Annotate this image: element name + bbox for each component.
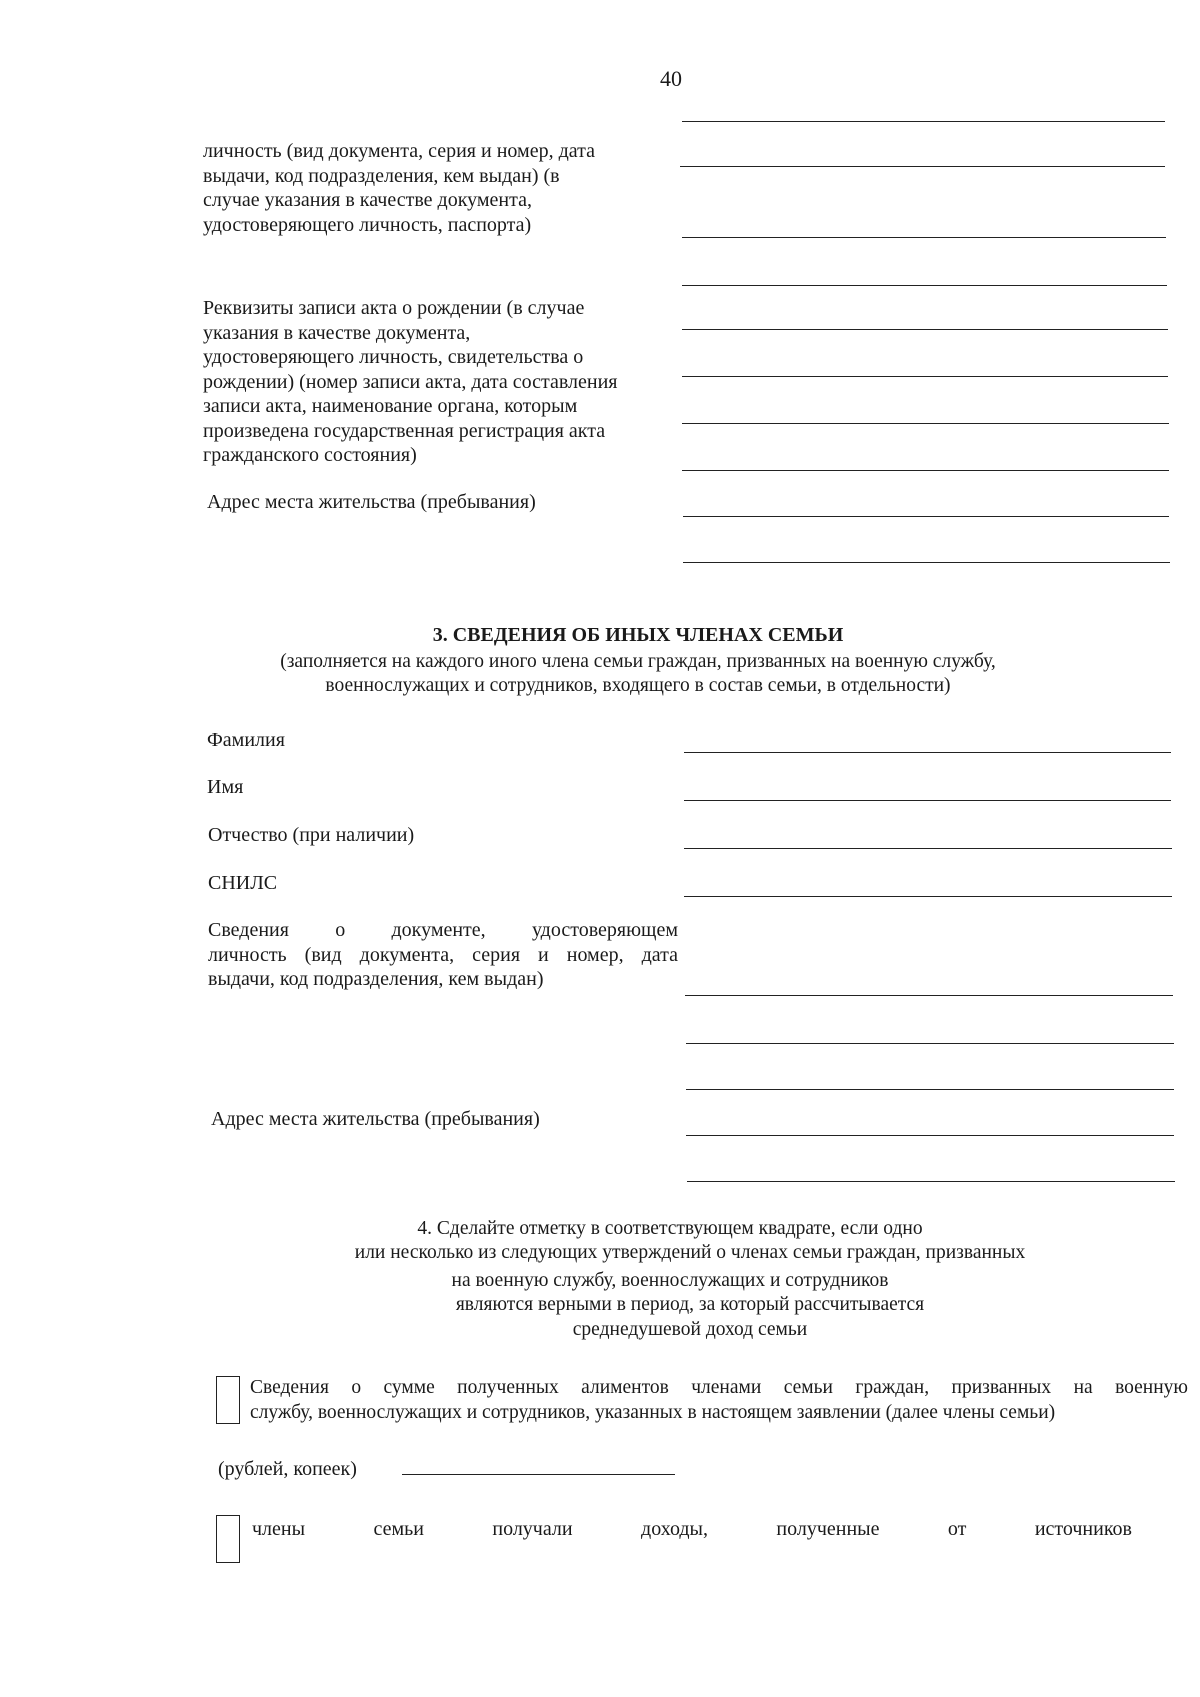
section-4-line: на военную службу, военнослужащих и сотрудников xyxy=(451,1270,889,1291)
alimony-checkbox[interactable] xyxy=(216,1376,240,1424)
label-line: личность (вид документа, серия и номер, дата xyxy=(203,140,595,162)
section-3-title: 3. СВЕДЕНИЯ ОБ ИНЫХ ЧЛЕНАХ СЕМЬИ xyxy=(432,624,844,646)
word: документе, xyxy=(391,919,486,941)
patronymic-label: Отчество (при наличии) xyxy=(208,824,415,846)
label-line: указания в качестве документа, xyxy=(203,321,471,344)
fill-line[interactable] xyxy=(687,1181,1175,1182)
page-number: 40 xyxy=(660,66,682,91)
word: семьи xyxy=(373,1518,424,1540)
label-line: записи акта, наименование органа, которым xyxy=(203,395,578,417)
section-4-line: являются верными в период, за который рассчитывается xyxy=(455,1294,925,1315)
label-line xyxy=(208,918,678,943)
word: члены xyxy=(252,1518,306,1540)
name-field[interactable] xyxy=(684,800,1171,801)
section-4-line: среднедушевой доход семьи xyxy=(572,1319,808,1340)
subtitle-line: военнослужащих и сотрудников, входящего в состав семьи, в отдельности) xyxy=(325,675,951,696)
fill-line[interactable] xyxy=(682,121,1165,122)
label-line: выдачи, код подразделения, кем выдан) (в xyxy=(203,164,560,187)
label-line: случае указания в качестве документа, xyxy=(203,189,532,211)
alimony-statement xyxy=(250,1376,1188,1425)
member-document-label xyxy=(208,918,678,992)
fill-line[interactable] xyxy=(680,166,1165,167)
fill-line[interactable] xyxy=(682,470,1169,471)
word: удостоверяющем xyxy=(531,919,678,941)
statement-line: службу, военнослужащих и сотрудников, указанных в настоящем заявлении (далее члены семьи) xyxy=(250,1401,1056,1423)
word: о xyxy=(335,919,346,941)
label-line: Реквизиты записи акта о рождении (в случае xyxy=(203,297,585,319)
name-label: Имя xyxy=(207,776,244,798)
income-checkbox[interactable] xyxy=(216,1515,240,1563)
fill-line[interactable] xyxy=(682,376,1168,377)
fill-line[interactable] xyxy=(685,995,1173,996)
word: полученные xyxy=(776,1518,880,1540)
fill-line[interactable] xyxy=(686,1043,1174,1044)
word: Сведения xyxy=(208,919,289,941)
patronymic-field[interactable] xyxy=(684,848,1172,849)
snils-label: СНИЛС xyxy=(208,872,278,894)
birth-record-label xyxy=(203,296,618,468)
fill-line[interactable] xyxy=(682,237,1166,238)
section-3-subtitle xyxy=(38,650,1200,698)
section-4-line: или несколько из следующих утверждений о членах семьи граждан, призванных xyxy=(354,1242,1026,1263)
label-line: удостоверяющего личность, свидетельства о xyxy=(203,346,584,368)
amount-field[interactable] xyxy=(402,1474,675,1475)
amount-label: (рублей, копеек) xyxy=(218,1458,357,1480)
fill-line[interactable] xyxy=(683,516,1169,517)
fill-line[interactable] xyxy=(682,423,1169,424)
label-line: выдачи, код подразделения, кем выдан) xyxy=(208,968,544,990)
identity-document-label xyxy=(203,139,595,237)
word: от xyxy=(947,1518,967,1540)
subtitle-line: (заполняется на каждого иного члена семьи граждан, призванных на военную службу, xyxy=(280,651,996,672)
fill-line[interactable] xyxy=(686,1089,1174,1090)
label-line: рождении) (номер записи акта, дата составления xyxy=(203,370,618,393)
fill-line[interactable] xyxy=(683,562,1170,563)
word: получали xyxy=(492,1518,573,1540)
word: доходы, xyxy=(641,1518,708,1540)
income-statement xyxy=(252,1517,1132,1542)
word: источников xyxy=(1034,1518,1132,1540)
label-line: удостоверяющего личность, паспорта) xyxy=(203,213,532,236)
label-line: гражданского состояния) xyxy=(203,444,417,466)
section-4-line: 4. Сделайте отметку в соответствующем квадрате, если одно xyxy=(417,1218,923,1239)
statement-line: Сведения о сумме полученных алиментов членами семьи граждан, призванных на военную xyxy=(250,1377,1188,1398)
label-line: личность (вид документа, серия и номер, дата xyxy=(208,943,678,966)
surname-field[interactable] xyxy=(684,752,1171,753)
address-field[interactable] xyxy=(686,1135,1174,1136)
address-label-top: Адрес места жительства (пребывания) xyxy=(207,491,536,513)
snils-field[interactable] xyxy=(684,896,1172,897)
label-line: произведена государственная регистрация акта xyxy=(203,419,606,442)
surname-label: Фамилия xyxy=(207,729,285,751)
fill-line[interactable] xyxy=(682,329,1168,330)
fill-line[interactable] xyxy=(682,285,1167,286)
address-label: Адрес места жительства (пребывания) xyxy=(211,1108,540,1130)
